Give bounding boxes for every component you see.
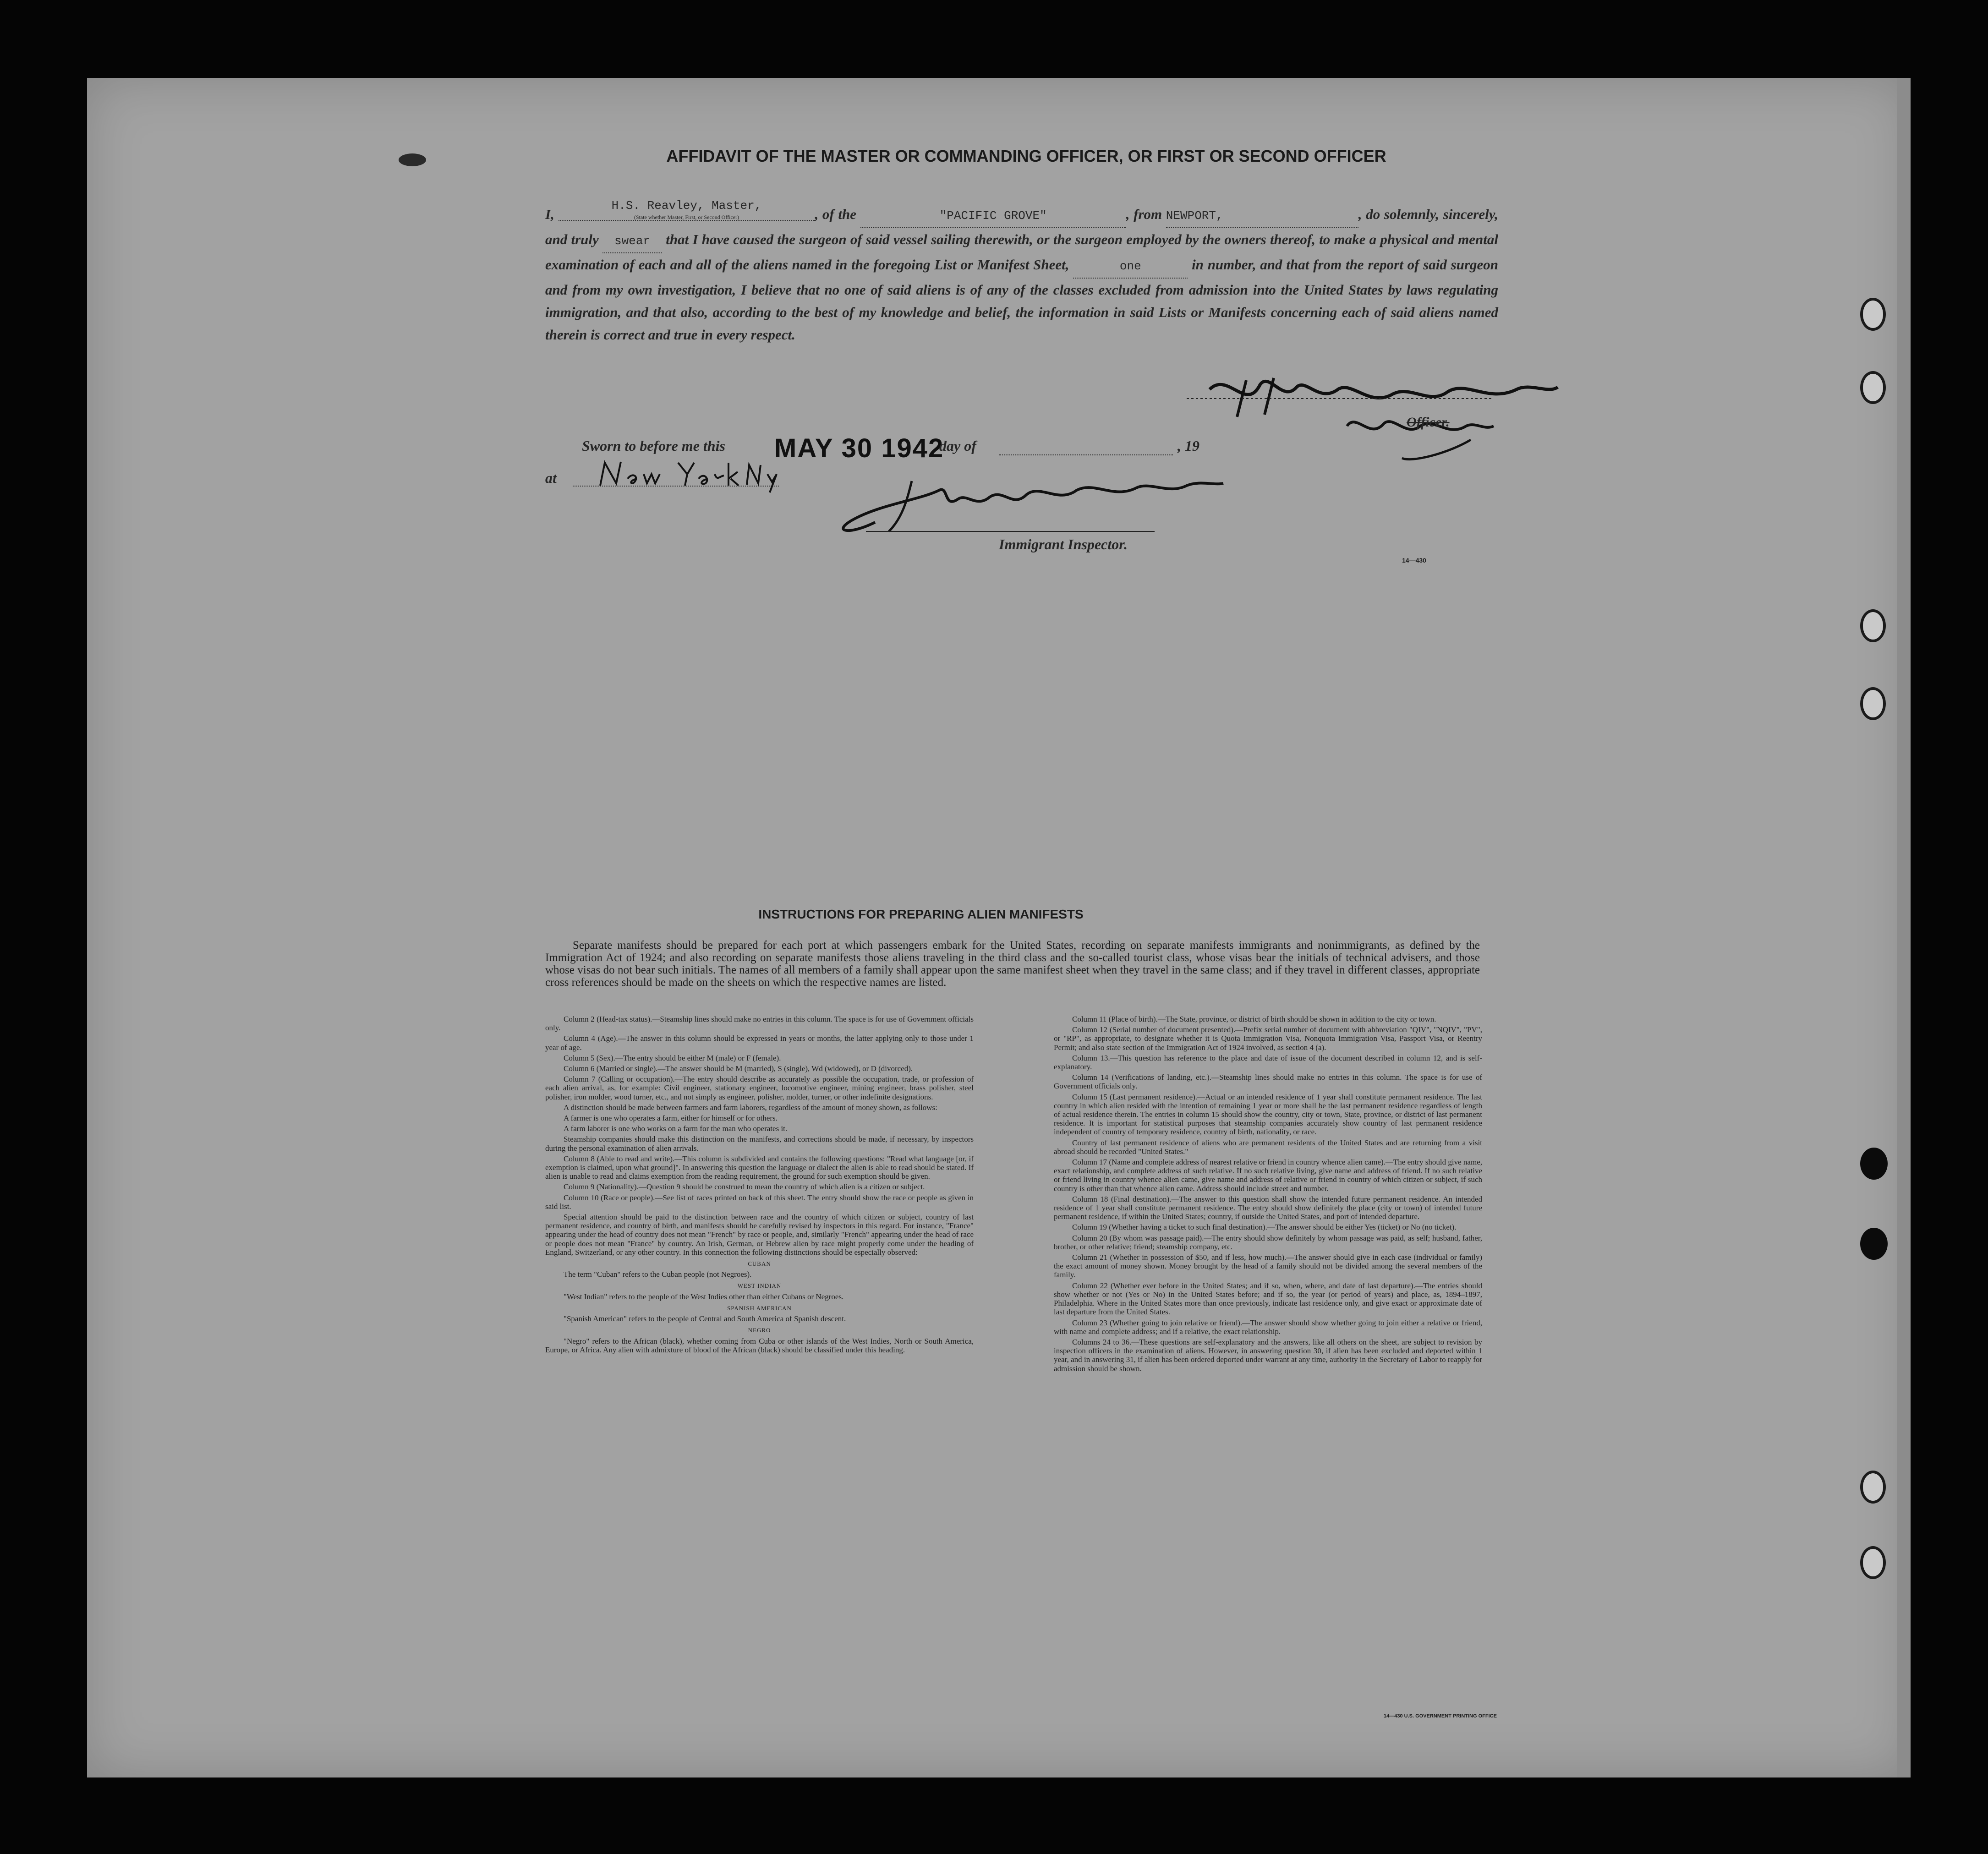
instructions-right-column	[1054, 1015, 1482, 1375]
instruction-heading: Column 15 (Last permanent residence).	[1072, 1092, 1198, 1101]
instruction-text: —This column is subdivided and contains the following questions: "Read what language [or, if exemption is claimed, upon what ground]". In answering this question the language or dialect the alien is able to read should be stated. If alien is unable to read and claims exemption from the reading requirement, the ground for such exemption should be given.	[545, 1154, 974, 1181]
instruction-text: —The entries should show whether or not (Yes or No) in the United States before; and if so, the year (or period of years) and place, as, 1894–1897, Philadelphia. Where in the United States more than once previously, indicate last residence only, and give exact or approximate date of last departure from the United States.	[1054, 1281, 1482, 1317]
punch-hole	[1860, 371, 1886, 404]
instruction-heading: Column 11 (Place of birth).	[1072, 1015, 1158, 1023]
instruction-text: —The entry should show definitely by whom passage was paid, as self; husband, father, brother, or other relative; friend; steamship company, etc.	[1054, 1233, 1482, 1251]
sheets-field: one	[1073, 255, 1188, 279]
from-label: , from	[1126, 206, 1162, 222]
instruction-text: —Actual or an intended residence of 1 year shall constitute permanent residence. The last country in which alien resided with the intention of remaining 1 year or more shall be the last permanent residence regardless of length of actual residence therein. The entries in column 15 should show the country, city or town, State, province, or district of last permanent residence. It is important for statistical purposes that steamship companies accurately show country of last permanent residence independent of country of temporary residence, country of birth, nationality, or race.	[1054, 1092, 1482, 1137]
instruction-heading: Column 10 (Race or people).	[564, 1193, 655, 1202]
instruction-heading: Column 6 (Married or single).	[564, 1064, 658, 1073]
instruction-heading: Column 5 (Sex).	[564, 1053, 615, 1062]
instruction-paragraph	[1054, 1054, 1482, 1071]
affidavit-text-2: that I have caused the surgeon of said vessel sailing therewith, or the surgeon employed by the owners thereof, to make a physical and mental examination of each and all of the aliens named in the foregoing List or Manifest Sheet,	[545, 231, 1499, 273]
instruction-heading: Column 8 (Able to read and write).	[564, 1154, 675, 1163]
instruction-heading: Column 17 (Name and complete address of nearest relative or friend in country whence alien came).	[1072, 1158, 1386, 1167]
instruction-heading: Column 12 (Serial number of document presented).	[1072, 1025, 1236, 1034]
instruction-heading: Columns 24 to 36.	[1072, 1337, 1132, 1346]
inspector-label: Immigrant Inspector.	[999, 536, 1128, 552]
instruction-heading: Column 20 (By whom was passage paid).	[1072, 1233, 1204, 1242]
instruction-paragraph	[1054, 1253, 1482, 1280]
instruction-text: Special attention should be paid to the distinction between race and the country of which citizen or subject, country of last permanent residence, and country of birth, and manifests should be carefully revised by inspectors in this regard. For instance, "France" appearing under the head of country does not mean "French" by race or people, and, similarly "French" appearing under the head of race or people does not mean "France" by country. An Irish, German, or Hebrew alien by race might properly come under the heading of England, Switzerland, or any other country. In this connection the following distinctions should be especially observed:	[545, 1213, 974, 1257]
instruction-text: —The answer should be either Yes (ticket) or No (no ticket).	[1267, 1223, 1457, 1232]
punch-hole	[1860, 1228, 1888, 1260]
paper-fold	[1897, 78, 1911, 1777]
instruction-paragraph	[1054, 1015, 1482, 1023]
instruction-paragraph	[545, 1182, 974, 1191]
instruction-text: —Steamship lines should make no entries in this column. The space is for use of Government officials only.	[545, 1015, 974, 1033]
punch-hole	[1860, 1546, 1886, 1579]
instruction-text: "Negro" refers to the African (black), whether coming from Cuba or other islands of the West Indies, North or South America, Europe, or Africa. Any alien with admixture of blood of the African (black) should be classified under this heading.	[545, 1336, 974, 1354]
instruction-paragraph	[545, 1292, 974, 1301]
instruction-text: —The entry should be either M (male) or F (female).	[615, 1053, 781, 1062]
affidavit-body	[545, 195, 1498, 346]
section-heading: WEST INDIAN	[737, 1282, 782, 1290]
section-heading: CUBAN	[748, 1260, 771, 1268]
printing-office-footer: 14—430 U.S. GOVERNMENT PRINTING OFFICE	[1384, 1713, 1497, 1719]
punch-hole	[1860, 1471, 1886, 1504]
instruction-text: Country of last permanent residence of aliens who are permanent residents of the United States and are returning from a visit abroad should be recorded "United States."	[1054, 1138, 1482, 1156]
instruction-paragraph	[1054, 1195, 1482, 1221]
instruction-text: Steamship companies should make this distinction on the manifests, and corrections should be made, if necessary, by inspectors during the personal examination of alien arrivals.	[545, 1135, 974, 1153]
instruction-text: A distinction should be made between farmers and farm laborers, regardless of the amount of money shown, as follows:	[564, 1103, 937, 1112]
day-of-label: day of	[939, 438, 976, 454]
instruction-heading: Column 19 (Whether having a ticket to such final destination).	[1072, 1223, 1267, 1232]
officer-name-value: H.S. Reavley, Master,	[611, 199, 762, 213]
instruction-paragraph	[545, 1270, 974, 1279]
instructions-left-column	[545, 1015, 974, 1356]
instruction-text: —The answer should give in each case (individual or family) the exact amount of money shown. Money brought by the head of a family should not be divided among the several members of the family.	[1054, 1253, 1483, 1280]
instruction-paragraph	[1054, 1093, 1482, 1137]
instruction-heading: Column 21 (Whether in possession of $50, and if less, how much).	[1072, 1253, 1287, 1262]
instruction-text: —The answer in this column should be expressed in years or months, the latter applying only to those under 1 year of age.	[545, 1034, 974, 1052]
instruction-paragraph	[1054, 1025, 1482, 1052]
instruction-paragraph	[545, 1034, 974, 1051]
inspector-signature	[820, 463, 1232, 541]
instruction-paragraph	[545, 1103, 974, 1112]
instruction-heading: Column 4 (Age).	[564, 1034, 618, 1043]
instruction-text: —The answer should show whether going to join either a relative or friend, with name and complete address; and if a relative, the exact relationship.	[1054, 1318, 1482, 1336]
form-number: 14—430	[1402, 557, 1426, 564]
officer-name-field	[559, 195, 815, 221]
instruction-heading: Column 2 (Head-tax status).	[564, 1015, 652, 1023]
instruction-heading: Column 22 (Whether ever before in the United States; and if so, when, where, and date of last departure).	[1072, 1281, 1415, 1290]
instruction-paragraph	[545, 1135, 974, 1152]
instruction-heading: Column 23 (Whether going to join relative or friend).	[1072, 1318, 1243, 1327]
punch-hole	[1860, 687, 1886, 720]
instruction-paragraph	[545, 1075, 974, 1101]
punch-hole	[1860, 298, 1886, 331]
officer-label: Officer.	[1407, 415, 1450, 430]
instruction-text: —The entry should give name, exact relationship, and complete address of such relative. If no such relative living, give name and address of friend. If no such relative or friend living in country whence alien came, give name and address of relative or friend in country of which citizen or subject, if such country is other than that whence alien came. Address should include street and number.	[1054, 1158, 1483, 1193]
instruction-paragraph	[1054, 1234, 1482, 1251]
day-of-line	[999, 454, 1173, 455]
affidavit-text-3: in number, and that from the report of said surgeon and from my own investigation, I believe that no one of said aliens is of any of the classes excluded from admission into the United States by laws regulating immigration, and that also, according to the best of my knowledge and belief, the information in said Lists or Manifests concerning each of said aliens named therein is correct and true in every respect.	[545, 257, 1499, 343]
affidavit-i: I,	[545, 206, 554, 222]
instruction-text: The term "Cuban" refers to the Cuban people (not Negroes).	[564, 1270, 752, 1279]
instruction-paragraph	[1054, 1073, 1482, 1090]
instruction-text: —These questions are self-explanatory and the answers, like all others on the sheet, are subject to revision by inspection officers in the examination of aliens. However, in answering question 30, if alien has been excluded and deported within 1 year, and in answering 31, if alien has been ordered deported under warrant at any time, authority in the Secretary of Labor to reapply for admission should be shown.	[1054, 1337, 1483, 1373]
officer-name-caption: (State whether Master, First, or Second Officer)	[634, 214, 739, 220]
instruction-text: —This question has reference to the place and date of issue of the document described in column 12, and is self-explanatory.	[1054, 1053, 1483, 1072]
instruction-text: —See list of races printed on back of this sheet. The entry should show the race or people as given in said list.	[545, 1193, 974, 1211]
instruction-text: A farmer is one who operates a farm, either for himself or for others.	[564, 1114, 778, 1123]
instruction-text: A farm laborer is one who works on a farm for the man who operates it.	[564, 1124, 788, 1133]
instruction-text: "West Indian" refers to the people of the West Indies other than either Cubans or Negroes.	[564, 1292, 844, 1301]
instruction-paragraph	[545, 1054, 974, 1062]
port-field: NEWPORT,	[1166, 205, 1358, 228]
punch-hole	[1860, 1148, 1888, 1180]
sworn-label: Sworn to before me this	[582, 438, 725, 454]
instruction-heading: Column 13.	[1072, 1053, 1110, 1062]
oath-field: swear	[602, 230, 662, 253]
instruction-text: —Steamship lines should make no entries in this column. The space is for use of Government officials only.	[1054, 1073, 1483, 1091]
place-handwriting	[596, 454, 788, 495]
instruction-text: —The State, province, or district of birth should be shown in addition to the city or town.	[1157, 1015, 1436, 1023]
at-label: at	[545, 470, 557, 486]
instruction-heading: Column 7 (Calling or occupation).	[564, 1075, 675, 1084]
instruction-paragraph	[545, 1064, 974, 1073]
instruction-paragraph	[1054, 1158, 1482, 1193]
instruction-paragraph	[545, 1337, 974, 1354]
instruction-text: —Question 9 should be construed to mean the country of which alien is a citizen or subject.	[638, 1182, 925, 1192]
instruction-paragraph	[1054, 1223, 1482, 1231]
vessel-field: "PACIFIC GROVE"	[860, 205, 1126, 228]
instruction-heading: Column 9 (Nationality).	[564, 1182, 639, 1192]
master-signature	[1155, 362, 1567, 467]
instruction-paragraph	[545, 1213, 974, 1257]
instruction-text: —The answer should be M (married), S (single), Wd (widowed), or D (divorced).	[657, 1064, 913, 1073]
section-heading: NEGRO	[748, 1327, 771, 1334]
instruction-paragraph	[545, 1114, 974, 1122]
instructions-title: INSTRUCTIONS FOR PREPARING ALIEN MANIFESTS	[758, 907, 1084, 921]
instruction-heading: Column 18 (Final destination).	[1072, 1194, 1172, 1203]
instruction-paragraph	[545, 1193, 974, 1211]
instruction-heading: Column 14 (Verifications of landing, etc.).	[1072, 1073, 1212, 1082]
date-stamp: MAY 30 1942	[774, 433, 944, 463]
instruction-text: —The entry should describe as accurately as possible the occupation, trade, or profession of each alien arrival, as, for example: Civil engineer, stationary engineer, locomotive engineer, mining engineer, brass polisher, steel polisher, iron molder, wood turner, etc., and not simply as engineer, polisher, molder, turner, or other indefinite designations.	[545, 1075, 974, 1101]
of-the-label: , of the	[815, 206, 857, 222]
year-label: , 19	[1177, 438, 1199, 454]
affidavit-title: AFFIDAVIT OF THE MASTER OR COMMANDING OFFICER, OR FIRST OR SECOND OFFICER	[666, 147, 1386, 165]
instruction-paragraph	[1054, 1318, 1482, 1336]
instruction-paragraph	[1054, 1138, 1482, 1156]
manifest-sheet	[87, 78, 1911, 1777]
ink-speck	[399, 153, 426, 166]
instruction-paragraph	[545, 1015, 974, 1032]
punch-hole	[1860, 609, 1886, 642]
instruction-paragraph	[1054, 1338, 1482, 1373]
affidavit-text-1: solemnly, sincerely, and truly	[545, 206, 1499, 247]
instruction-paragraph	[545, 1124, 974, 1133]
instruction-paragraph	[545, 1314, 974, 1323]
instruction-text: "Spanish American" refers to the people of Central and South America of Spanish descent.	[564, 1314, 846, 1324]
instruction-text: —Prefix serial number of document with abbreviation "QIV", "NQIV", "PV", or "RP", as appropriate, to designate whether it is Quota Immigration Visa, Nonquota Immigration Visa, Passport Visa, or Reentry Permit; and also state section of the Immigration Act of 1924 involved, as section 4 (a).	[1054, 1025, 1482, 1052]
instruction-paragraph	[1054, 1281, 1482, 1317]
section-heading: SPANISH AMERICAN	[727, 1304, 792, 1312]
instructions-intro: Separate manifests should be prepared for each port at which passengers embark for the United States, recording on separate manifests immigrants and nonimmigrants, as defined by the Immigration Act of 1924; and also recording on separate manifests those aliens traveling in the third class and the so-called tourist class, whose visas bear the initials of technical advisers, and those whose visas do not bear such initials. The names of all members of a family shall appear upon the same manifest sheet when they travel in the same class; and if they travel in different classes, appropriate cross references should be made on the sheets on which the respective names are listed.	[545, 939, 1480, 989]
do-label: , do	[1358, 206, 1380, 222]
instruction-paragraph	[545, 1154, 974, 1181]
instruction-text: —The answer to this question shall show the intended future permanent residence. An intended residence of 1 year shall constitute permanent residence. The entry should show definitely the place (city or town) of intended future permanent residence, if within the United States; country, if outside the United States, and port of intended departure.	[1054, 1194, 1482, 1221]
